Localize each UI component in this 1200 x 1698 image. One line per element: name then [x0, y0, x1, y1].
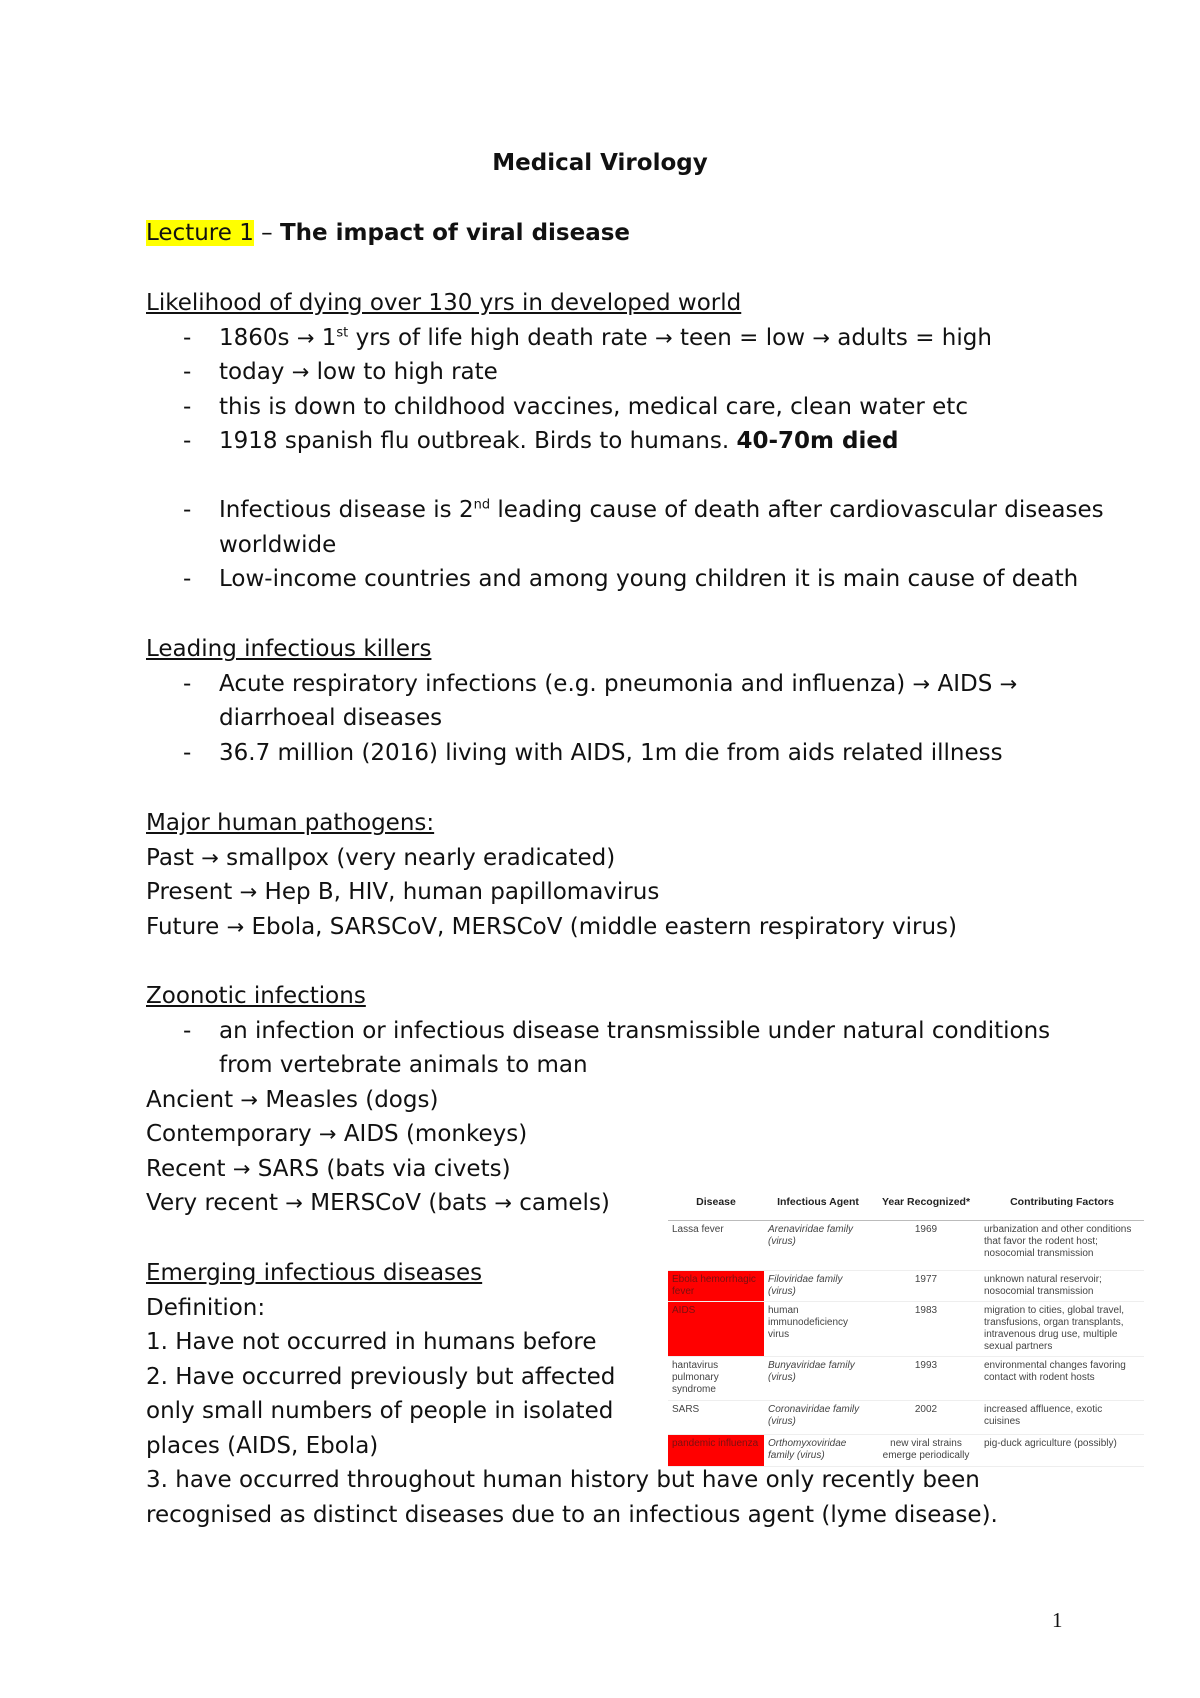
list-item: 2. Have occurred previously but affected only small numbers of people in isolated places (AIDS, Ebola)	[146, 1363, 616, 1459]
table-cell-disease: Ebola hemorrhagic fever	[668, 1271, 764, 1302]
table-cell-factors: urbanization and other conditions that favor the rodent host; nosocomial transmission	[980, 1221, 1144, 1271]
table-header: Year Recognized*	[872, 1184, 980, 1221]
page-title: Medical Virology	[492, 150, 708, 176]
arrow-icon: →	[226, 914, 245, 939]
definition-label: Definition:	[146, 1294, 266, 1321]
table-cell-agent: Orthomyxoviridae family (virus)	[764, 1435, 872, 1467]
table-row	[668, 1221, 1144, 1271]
arrow-icon: →	[201, 845, 219, 870]
table-header-row	[668, 1184, 1144, 1221]
table-cell-agent: human immunodeficiency virus	[764, 1302, 872, 1357]
list-item: - today → low to high rate	[183, 359, 498, 385]
zoonotic-heading: Zoonotic infections	[146, 983, 366, 1009]
arrow-icon: →	[240, 1087, 259, 1112]
list-item: Past → smallpox (very nearly eradicated)	[146, 844, 616, 871]
table-cell-year: 1983	[872, 1302, 980, 1357]
table-cell-disease: AIDS	[668, 1302, 764, 1357]
lecture-label: Lecture 1	[146, 220, 254, 246]
arrow-icon: →	[239, 880, 258, 904]
list-item: - an infection or infectious disease transmissible under natural conditions from vertebrate animals to man	[183, 1017, 1051, 1078]
list-item: Ancient → Measles (dogs)	[146, 1086, 439, 1113]
likelihood-heading: Likelihood of dying over 130 yrs in developed world	[146, 290, 742, 316]
table-cell-agent: Arenaviridae family (virus)	[764, 1221, 872, 1271]
table-cell-factors: increased affluence, exotic cuisines	[980, 1401, 1144, 1435]
list-item: - Infectious disease is 2nd leading cause of death after cardiovascular diseases worldwide	[183, 497, 1104, 558]
pathogens-heading: Major human pathogens:	[146, 810, 435, 836]
list-item: 1. Have not occurred in humans before	[146, 1329, 597, 1355]
emerging-heading: Emerging infectious diseases	[146, 1260, 483, 1286]
page-number: 1	[1052, 1608, 1063, 1632]
emerging-diseases-table	[668, 1184, 1144, 1467]
arrow-icon: →	[494, 1191, 512, 1215]
table-cell-year: 2002	[872, 1401, 980, 1435]
table-cell-agent: Coronaviridae family (virus)	[764, 1401, 872, 1435]
table-cell-year: new viral strains emerge periodically	[872, 1435, 980, 1467]
list-item: - 36.7 million (2016) living with AIDS, 1m die from aids related illness	[183, 739, 1003, 766]
table-row	[668, 1435, 1144, 1467]
table-cell-year: 1969	[872, 1221, 980, 1271]
list-item: - 1860s → 1st yrs of life high death rate → teen = low → adults = high	[183, 324, 992, 351]
table-cell-year: 1977	[872, 1271, 980, 1302]
arrow-icon: →	[285, 1191, 303, 1215]
lecture-topic: The impact of viral disease	[279, 220, 631, 246]
list-item: Contemporary → AIDS (monkeys)	[146, 1121, 528, 1147]
list-item: Recent → SARS (bats via civets)	[146, 1155, 511, 1182]
arrow-icon: →	[912, 671, 931, 696]
list-item: Future → Ebola, SARSCoV, MERSCoV (middle eastern respiratory virus)	[146, 913, 957, 940]
table-cell-disease: hantavirus pulmonary syndrome	[668, 1357, 764, 1401]
table-cell-disease: pandemic influenza	[668, 1435, 764, 1467]
table-cell-agent: Bunyaviridae family (virus)	[764, 1357, 872, 1401]
arrow-icon: →	[812, 325, 830, 350]
killers-section	[146, 632, 1017, 770]
pathogens-section	[146, 806, 957, 944]
table-header: Infectious Agent	[764, 1184, 872, 1221]
table-row	[668, 1271, 1144, 1302]
lecture-dash: –	[261, 220, 273, 246]
list-item: Present → Hep B, HIV, human papillomavirus	[146, 879, 660, 905]
list-item: - 1918 spanish flu outbreak. Birds to humans. 40-70m died	[183, 428, 899, 454]
table-cell-disease: SARS	[668, 1401, 764, 1435]
table-cell-disease: Lassa fever	[668, 1221, 764, 1271]
likelihood-section	[146, 286, 1104, 597]
arrow-icon: →	[999, 671, 1018, 696]
table-row	[668, 1302, 1144, 1357]
table-cell-factors: migration to cities, global travel, transfusions, organ transplants, intravenous drug use, multiple sexual partners	[980, 1302, 1144, 1357]
list-item: - Low-income countries and among young children it is main cause of death	[183, 566, 1079, 592]
table-cell-agent: Filoviridae family (virus)	[764, 1271, 872, 1302]
list-item: Very recent → MERSCoV (bats → camels)	[146, 1190, 610, 1216]
table-cell-factors: pig-duck agriculture (possibly)	[980, 1435, 1144, 1467]
table-row	[668, 1357, 1144, 1401]
arrow-icon: →	[291, 360, 310, 384]
table-row	[668, 1401, 1144, 1435]
table-header: Contributing Factors	[980, 1184, 1144, 1221]
list-item: 3. have occurred throughout human history but have only recently been recognised as distinct diseases due to an infectious agent (lyme disease).	[146, 1467, 998, 1528]
table-cell-factors: unknown natural reservoir; nosocomial transmission	[980, 1271, 1144, 1302]
arrow-icon: →	[655, 325, 673, 350]
arrow-icon: →	[318, 1122, 337, 1146]
table-cell-factors: environmental changes favoring contact with rodent hosts	[980, 1357, 1144, 1401]
killers-heading: Leading infectious killers	[146, 636, 432, 662]
table-cell-year: 1993	[872, 1357, 980, 1401]
arrow-icon: →	[296, 325, 315, 350]
table-header: Disease	[668, 1184, 764, 1221]
arrow-icon: →	[232, 1156, 251, 1181]
list-item: - Acute respiratory infections (e.g. pneumonia and influenza) → AIDS → diarrhoeal diseases	[183, 670, 1018, 731]
list-item: - this is down to childhood vaccines, medical care, clean water etc	[183, 393, 968, 420]
lecture-heading	[146, 218, 630, 248]
